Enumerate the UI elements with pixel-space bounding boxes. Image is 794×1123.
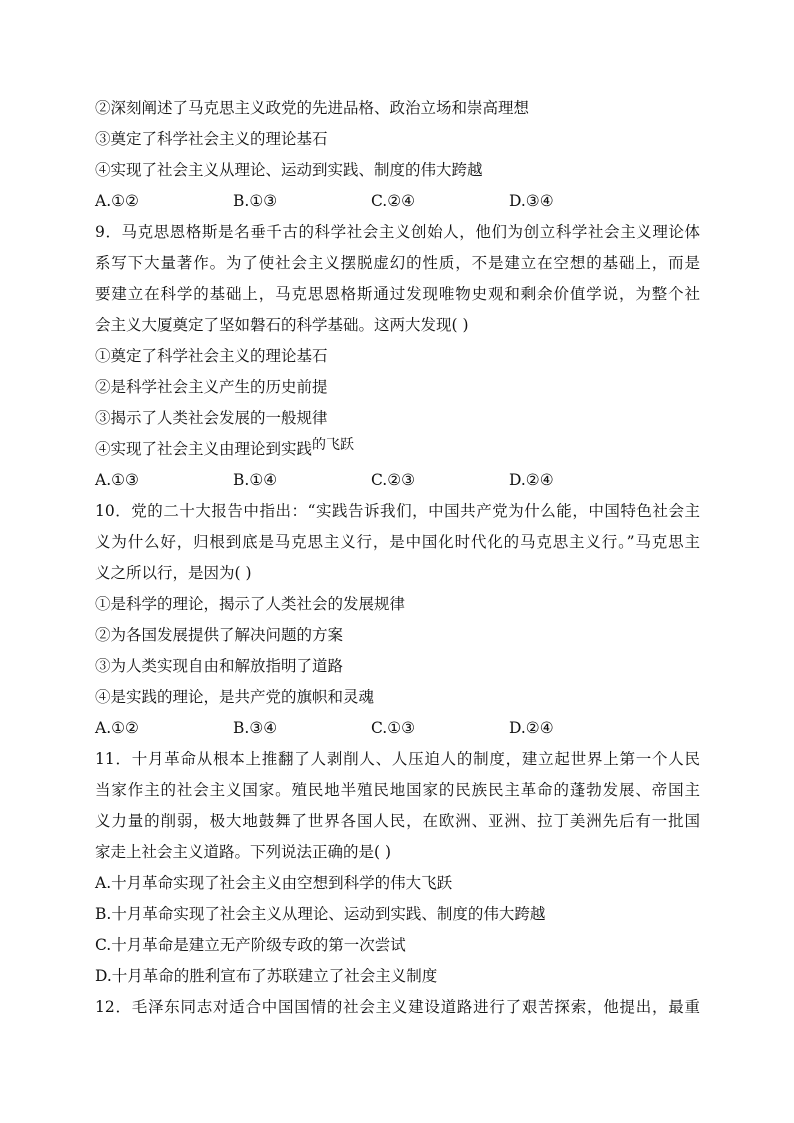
q9-stem-line: 要建立在科学的基础上，马克思恩格斯通过发现唯物史观和剩余价值学说，为整个社 [95, 285, 700, 303]
q11-stem-line: 家走上社会主义道路。下列说法正确的是( ) [95, 843, 392, 861]
q10-statement-3: ③为人类实现自由和解放指明了道路 [95, 657, 344, 675]
q9-stem-line: 会主义大厦奠定了坚如磐石的科学基础。这两大发现( ) [95, 316, 469, 334]
q8-statement-3: ③奠定了科学社会主义的理论基石 [95, 130, 328, 148]
q11-choice-d: D.十月革命的胜利宣布了苏联建立了社会主义制度 [95, 967, 438, 985]
q11-stem-line: 当家作主的社会主义国家。殖民地半殖民地国家的民族民主革命的蓬勃发展、帝国主 [95, 781, 700, 799]
q11-choice-b: B.十月革命实现了社会主义从理论、运动到实践、制度的伟大跨越 [95, 905, 546, 923]
q10-option-b: B.③④ [233, 719, 278, 737]
q11-choice-a: A.十月革命实现了社会主义由空想到科学的伟大飞跃 [95, 874, 453, 892]
q9-statement-4-text: ④实现了社会主义由理论到实践 [95, 440, 313, 458]
q10-statement-2: ②为各国发展提供了解决问题的方案 [95, 626, 344, 644]
q8-statement-2: ②深刻阐述了马克思主义政党的先进品格、政治立场和崇高理想 [95, 99, 530, 117]
q10-option-a: A.①② [95, 719, 139, 737]
q9-statement-2: ②是科学社会主义产生的历史前提 [95, 378, 328, 396]
q8-option-d: D.③④ [509, 192, 554, 210]
q10-options [95, 713, 700, 744]
q10-stem-line: 义为什么好，归根到底是马克思主义行，是中国化时代化的马克思主义行。”马克思主 [95, 533, 700, 551]
q10-option-d: D.②④ [509, 719, 554, 737]
q9-option-d: D.②④ [509, 471, 554, 489]
q9-stem-line: 系写下大量著作。为了使社会主义摆脱虚幻的性质，不是建立在空想的基础上，而是 [95, 254, 700, 272]
q12-stem-line: 12．毛泽东同志对适合中国国情的社会主义建设道路进行了艰苦探索，他提出，最重 [95, 998, 700, 1016]
q11-stem-line: 11．十月革命从根本上推翻了人剥削人、人压迫人的制度，建立起世界上第一个人民 [95, 750, 700, 768]
q10-option-c: C.①③ [371, 719, 416, 737]
q10-stem-line: 10．党的二十大报告中指出：“实践告诉我们，中国共产党为什么能，中国特色社会主 [95, 502, 700, 520]
q8-options [95, 186, 700, 217]
q10-statement-1: ①是科学的理论，揭示了人类社会的发展规律 [95, 595, 406, 613]
q9-statement-4-tail: 的飞跃 [312, 437, 355, 453]
q9-options [95, 465, 700, 496]
q9-option-a: A.①③ [95, 471, 139, 489]
q10-stem-line: 义之所以行，是因为( ) [95, 564, 252, 582]
q8-statement-4: ④实现了社会主义从理论、运动到实践、制度的伟大跨越 [95, 161, 483, 179]
q11-choice-c: C.十月革命是建立无产阶级专政的第一次尝试 [95, 936, 406, 954]
q8-option-b: B.①③ [233, 192, 278, 210]
q10-statement-4: ④是实践的理论，是共产党的旗帜和灵魂 [95, 688, 375, 706]
q8-option-a: A.①② [95, 192, 139, 210]
q9-option-c: C.②③ [371, 471, 416, 489]
q9-option-b: B.①④ [233, 471, 278, 489]
q11-stem-line: 义力量的削弱，极大地鼓舞了世界各国人民，在欧洲、亚洲、拉丁美洲先后有一批国 [95, 812, 700, 830]
q8-option-c: C.②④ [371, 192, 416, 210]
q9-statement-1: ①奠定了科学社会主义的理论基石 [95, 347, 328, 365]
q9-statement-4 [95, 434, 700, 465]
document-page [95, 93, 700, 1023]
q9-stem-line: 9．马克思恩格斯是名垂千古的科学社会主义创始人，他们为创立科学社会主义理论体 [95, 223, 700, 241]
q9-statement-3: ③揭示了人类社会发展的一般规律 [95, 409, 328, 427]
